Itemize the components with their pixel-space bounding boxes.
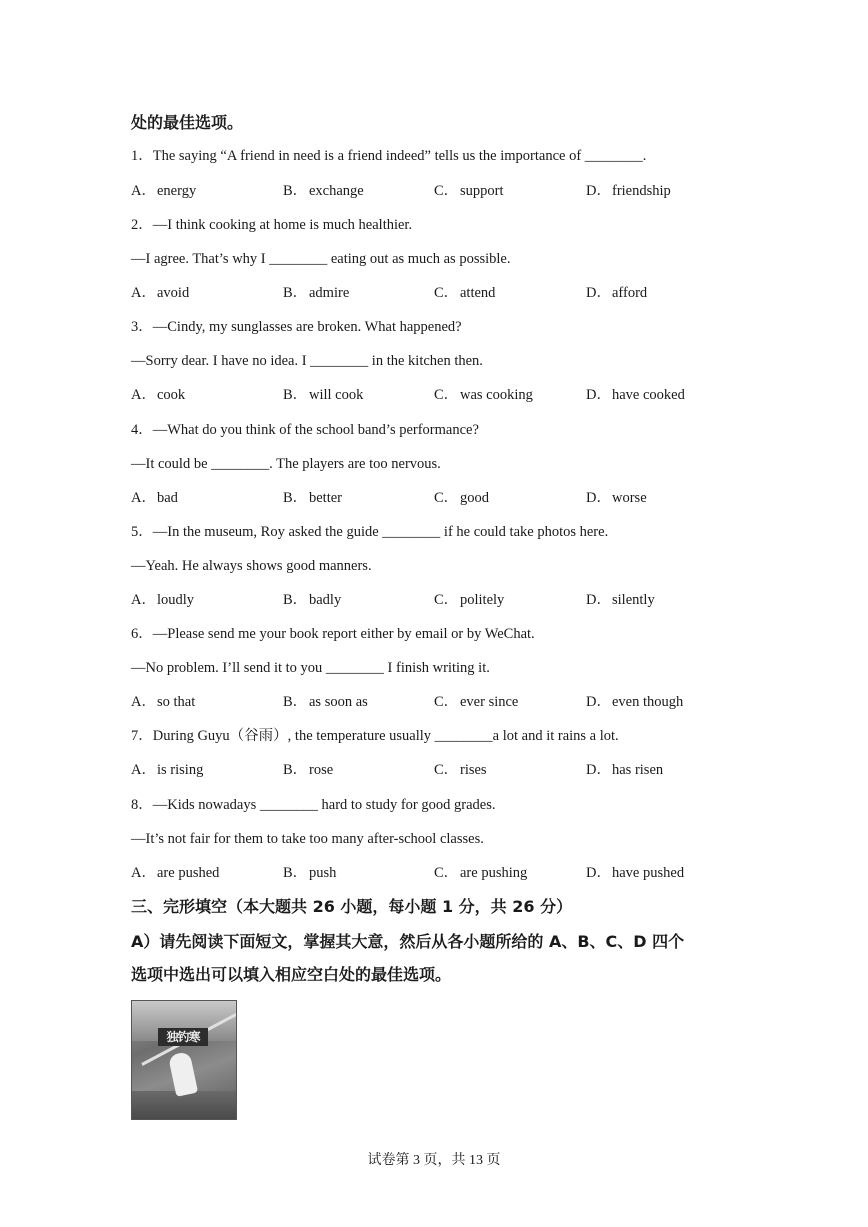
question-3-line-2: —Sorry dear. I have no idea. I ________ in the kitchen then.	[131, 353, 483, 369]
q7-option-c[interactable]: C． rises	[434, 762, 487, 778]
page-footer: 试卷第 3 页，共 13 页	[367, 1153, 501, 1168]
q1-option-d[interactable]: D．friendship	[586, 183, 671, 199]
q6-option-b[interactable]: B． as soon as	[283, 694, 368, 710]
q2-option-b[interactable]: B． admire	[283, 285, 350, 301]
question-8-line-2: —It’s not fair for them to take too many after-school classes.	[131, 831, 484, 847]
q3-option-b[interactable]: B． will cook	[283, 387, 364, 403]
question-2-line-1: 2．—I think cooking at home is much healthier.	[131, 217, 413, 233]
q8-option-b[interactable]: B． push	[283, 865, 337, 881]
question-3-line-1: 3．—Cindy, my sunglasses are broken. What happened?	[131, 319, 462, 335]
illustration-figure	[168, 1051, 198, 1097]
question-6-line-1: 6．—Please send me your book report either by email or by WeChat.	[131, 626, 535, 642]
question-6-line-2: —No problem. I’ll send it to you ________ I finish writing it.	[131, 660, 490, 676]
q7-option-b[interactable]: B． rose	[283, 762, 334, 778]
question-5-line-2: —Yeah. He always shows good manners.	[131, 558, 372, 574]
q8-option-a[interactable]: A．are pushed	[131, 865, 220, 881]
q5-option-a[interactable]: A．loudly	[131, 592, 195, 608]
section-instruction-line-2: 选项中选出可以填入相应空白处的最佳选项。	[131, 965, 452, 984]
intro-text: 处的最佳选项。	[131, 113, 244, 132]
q1-option-c[interactable]: C． support	[434, 183, 504, 199]
q4-option-c[interactable]: C． good	[434, 490, 489, 506]
q8-option-c[interactable]: C． are pushing	[434, 865, 528, 881]
q7-option-a[interactable]: A．is rising	[131, 762, 204, 778]
q1-option-b[interactable]: B． exchange	[283, 183, 364, 199]
section-instruction-line-1: A）请先阅读下面短文，掌握其大意，然后从各小题所给的 A、B、C、D 四个	[131, 932, 685, 951]
q4-option-b[interactable]: B． better	[283, 490, 343, 506]
question-4-line-2: —It could be ________. The players are too nervous.	[131, 456, 441, 472]
q3-option-a[interactable]: A．cook	[131, 387, 186, 403]
q3-option-c[interactable]: C． was cooking	[434, 387, 533, 403]
q8-option-d[interactable]: D．have pushed	[586, 865, 685, 881]
q5-option-d[interactable]: D．silently	[586, 592, 655, 608]
q2-option-d[interactable]: D．afford	[586, 285, 648, 301]
q5-option-c[interactable]: C． politely	[434, 592, 505, 608]
section-title: 三、完形填空（本大题共 26 小题，每小题 1 分，共 26 分）	[131, 897, 573, 916]
question-5-line-1: 5．—In the museum, Roy asked the guide ________ if he could take photos here.	[131, 524, 609, 540]
q2-option-a[interactable]: A．avoid	[131, 285, 190, 301]
q5-option-b[interactable]: B． badly	[283, 592, 342, 608]
q6-option-a[interactable]: A．so that	[131, 694, 196, 710]
q1-option-a[interactable]: A．energy	[131, 183, 197, 199]
question-7-line-1: 7．During Guyu（谷雨）, the temperature usually ________a lot and it rains a lot.	[131, 728, 619, 744]
question-4-line-1: 4．—What do you think of the school band’s performance?	[131, 422, 479, 438]
q6-option-c[interactable]: C． ever since	[434, 694, 519, 710]
illustration-title: 独钓寒	[158, 1028, 208, 1046]
q7-option-d[interactable]: D．has risen	[586, 762, 664, 778]
question-1-line-1: 1．The saying “A friend in need is a friend indeed” tells us the importance of ________.	[131, 148, 647, 164]
passage-illustration	[131, 1000, 237, 1120]
q6-option-d[interactable]: D．even though	[586, 694, 684, 710]
q2-option-c[interactable]: C． attend	[434, 285, 496, 301]
q4-option-a[interactable]: A．bad	[131, 490, 178, 506]
question-2-line-2: —I agree. That’s why I ________ eating out as much as possible.	[131, 251, 511, 267]
question-8-line-1: 8．—Kids nowadays ________ hard to study for good grades.	[131, 797, 496, 813]
q3-option-d[interactable]: D．have cooked	[586, 387, 685, 403]
q4-option-d[interactable]: D．worse	[586, 490, 647, 506]
